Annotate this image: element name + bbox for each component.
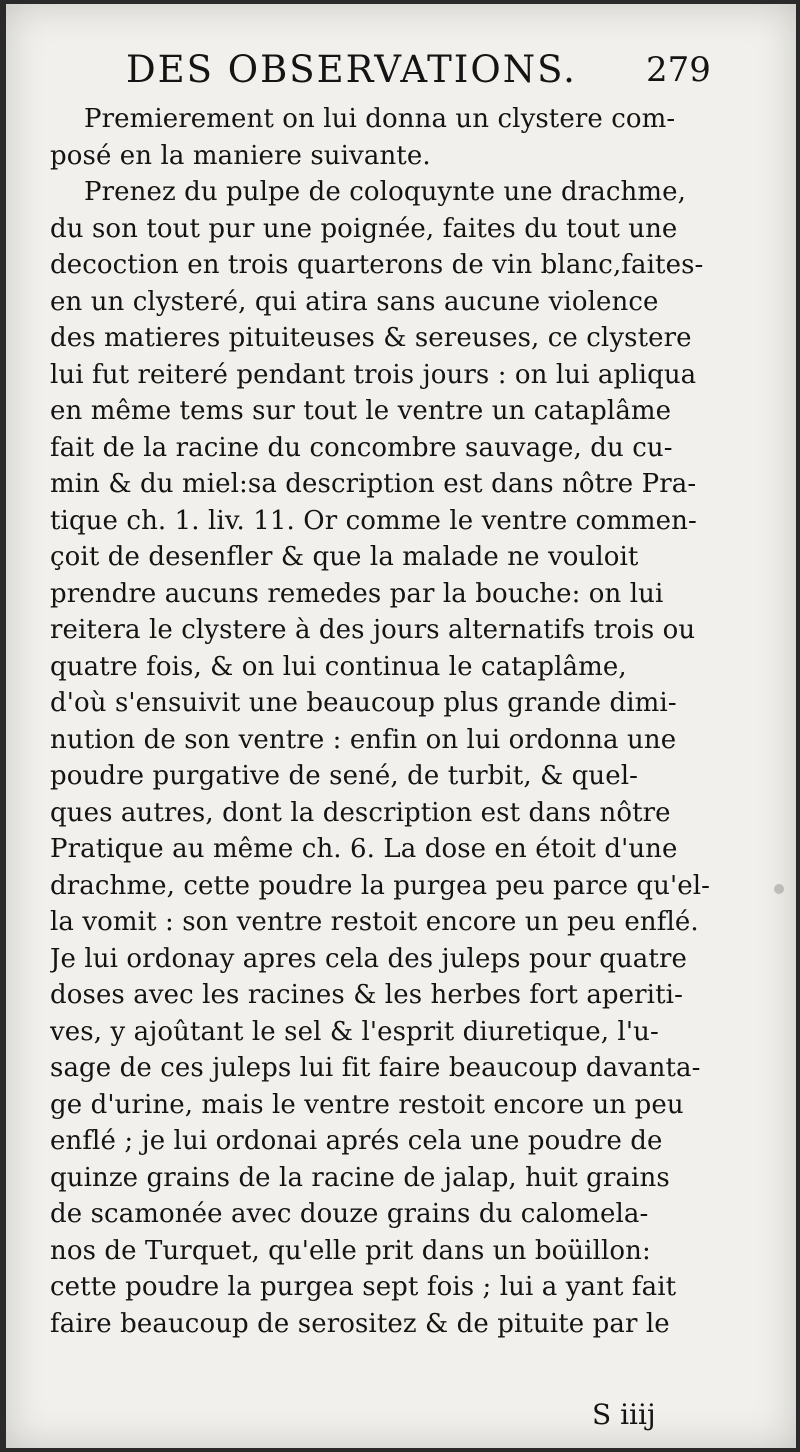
page-footer <box>6 1390 796 1440</box>
text-line: lui fut reiteré pendant trois jours : on lui apliqua <box>50 359 697 390</box>
text-line: nution de son ventre : enfin on lui ordonna une <box>50 724 677 755</box>
text-line: çoit de desenfler & que la malade ne vouloit <box>50 542 639 572</box>
text-line: ves, y ajoûtant le sel & l'esprit diuretique, l'u- <box>50 1016 659 1047</box>
text-line: Prenez du pulpe de coloquynte une drachme, <box>84 177 686 207</box>
text-line: poudre purgative de sené, de turbit, & quel- <box>50 761 639 791</box>
text-line: en même tems sur tout le ventre un cataplâme <box>50 396 672 426</box>
text-line: la vomit : son ventre restoit encore un peu enflé. <box>50 907 699 937</box>
text-line: cette poudre la purgea sept fois ; lui a yant fait <box>50 1272 677 1302</box>
text-line: du son tout pur une poignée, faites du tout une <box>50 213 678 244</box>
text-line: doses avec les racines & les herbes fort aperiti- <box>50 980 683 1010</box>
text-line: enflé ; je lui ordonai aprés cela une poudre de <box>50 1126 663 1156</box>
text-line: d'où s'ensuivit une beaucoup plus grande dimi- <box>50 688 677 718</box>
text-line: Premierement on lui donna un clystere com- <box>84 104 676 134</box>
text-line: quatre fois, & on lui continua le cataplâme, <box>50 651 627 682</box>
text-line: des matieres pituiteuses & sereuses, ce clystere <box>50 323 692 353</box>
text-line: prendre aucuns remedes par la bouche: on lui <box>50 578 664 609</box>
running-title: DES OBSERVATIONS. <box>126 48 577 91</box>
signature-mark: S iiij <box>592 1398 656 1431</box>
text-line: quinze grains de la racine de jalap, huit grains <box>50 1162 670 1193</box>
text-line: nos de Turquet, qu'elle prit dans un boüillon: <box>50 1235 651 1266</box>
text-line: en un clysteré, qui atira sans aucune violence <box>50 286 659 317</box>
text-line: ge d'urine, mais le ventre restoit encore un peu <box>50 1089 684 1120</box>
text-line: reitera le clystere à des jours alternatifs trois ou <box>50 615 696 645</box>
text-line: posé en la maniere suivante. <box>50 140 431 171</box>
text-line: de scamonée avec douze grains du calomela- <box>50 1199 649 1229</box>
text-line: faire beaucoup de serositez & de pituite par le <box>50 1308 670 1339</box>
page-header <box>6 44 796 104</box>
text-line: sage de ces juleps lui fit faire beaucoup davanta- <box>50 1053 701 1083</box>
page-number: 279 <box>646 50 711 90</box>
book-page <box>6 4 796 1448</box>
text-line: decoction en trois quarterons de vin blanc,faites- <box>50 250 704 280</box>
text-line: Pratique au même ch. 6. La dose en étoit d'une <box>50 834 678 864</box>
text-line: ques autres, dont la description est dans nôtre <box>50 797 671 828</box>
text-line: tique ch. 1. liv. 11. Or comme le ventre commen- <box>50 505 697 536</box>
paper-speck <box>774 884 784 894</box>
text-line: drachme, cette poudre la purgea peu parce qu'el- <box>50 870 711 901</box>
body-text <box>50 101 762 1342</box>
text-line: fait de la racine du concombre sauvage, du cu- <box>50 432 673 463</box>
text-line: Je lui ordonay apres cela des juleps pour quatre <box>50 943 687 974</box>
text-line: min & du miel:sa description est dans nôtre Pra- <box>50 469 697 499</box>
